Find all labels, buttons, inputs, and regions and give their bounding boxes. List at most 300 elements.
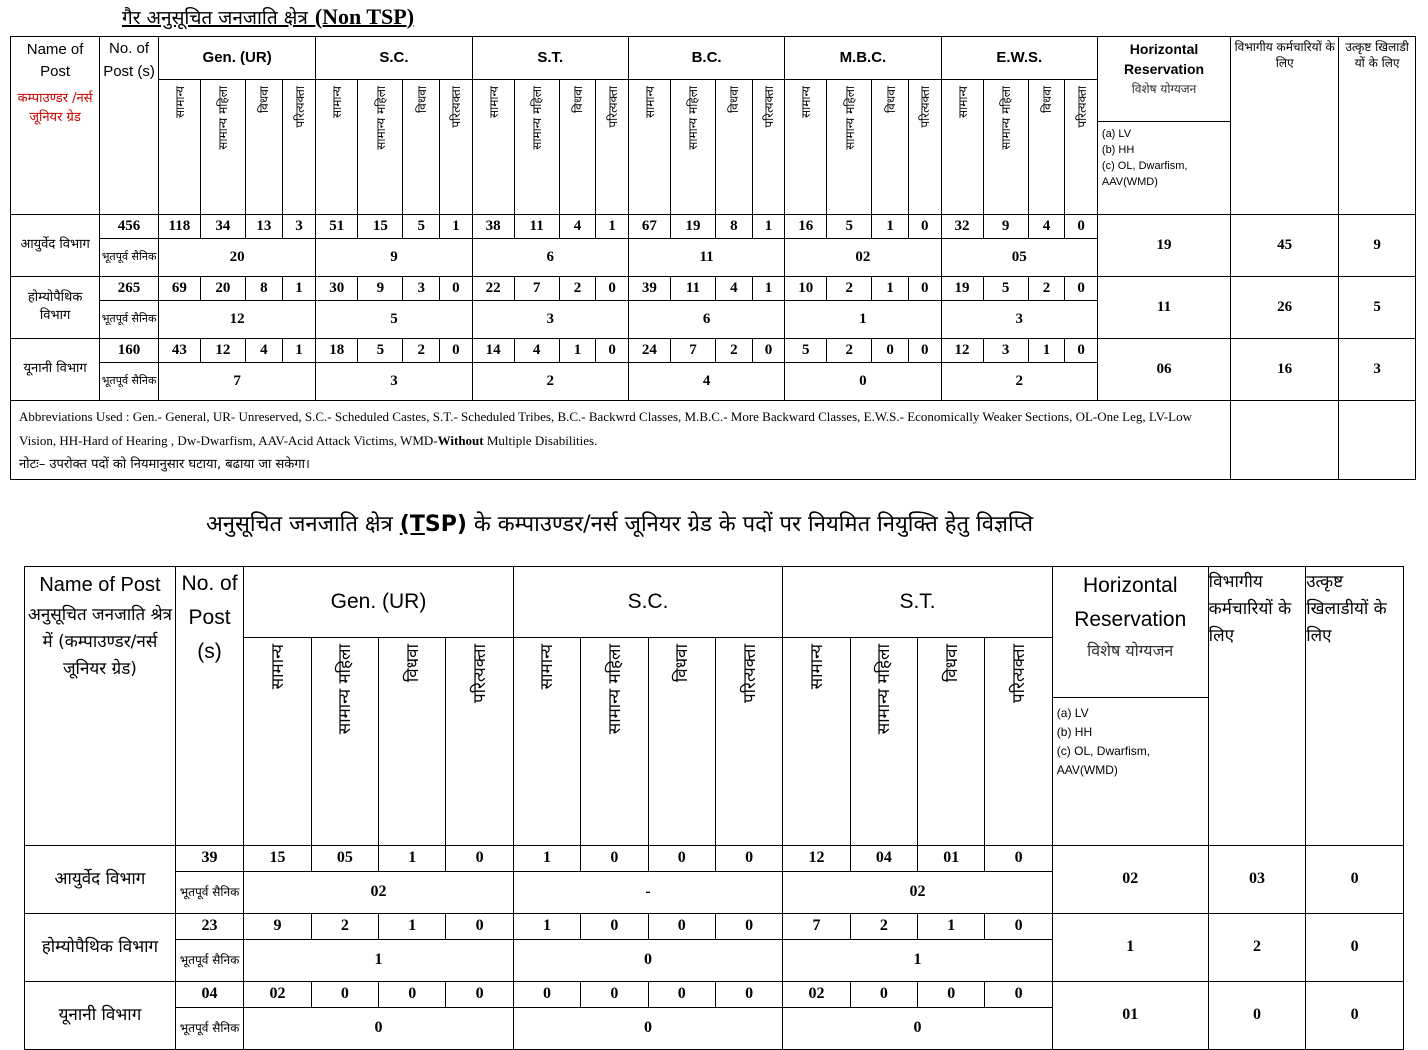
category-count: 0 (909, 214, 942, 238)
department-name: यूनानी विभाग (25, 981, 176, 1049)
category-count: 01 (918, 845, 985, 871)
subcategory-header (581, 637, 648, 845)
subcategory-label: परित्यक्ता (761, 85, 776, 128)
subcategory-label: परित्यक्ता (739, 643, 760, 703)
table2-title-tsp (400, 512, 467, 537)
subcategory-header (311, 637, 378, 845)
ex-servicemen-label: भूतपूर्व सैनिक (175, 939, 243, 981)
category-count: 20 (200, 276, 245, 300)
header-departmental-staff: विभागीय कर्मचारियों के लिए (1231, 37, 1339, 215)
group-header: Gen. (UR) (158, 37, 315, 80)
subcategory-label: परित्यक्ता (1009, 643, 1030, 703)
group-header: S.C. (513, 567, 783, 638)
subcategory-header (514, 79, 559, 214)
category-count: 0 (909, 338, 942, 362)
category-count: 0 (872, 338, 909, 362)
departmental-staff-count: 45 (1231, 214, 1339, 276)
subcategory-header (245, 79, 282, 214)
category-count: 0 (440, 276, 473, 300)
ex-servicemen-count: 9 (316, 238, 472, 276)
header-horizontal-reservation: Horizontal Reservation (1052, 567, 1208, 638)
header-row-groups (11, 37, 1416, 80)
subcategory-label: परित्यक्ता (918, 85, 933, 128)
header-special-disabled: विशेष योग्यजन (1052, 637, 1208, 697)
subcategory-header (358, 79, 403, 214)
table2-title-prefix: अनुसूचित जनजाति क्षेत्र (206, 512, 400, 537)
subcategory-header (446, 637, 513, 845)
subcategory-label: सामान्य महिला (373, 85, 388, 150)
abbreviations-row (11, 400, 1416, 479)
subcategory-label: सामान्य महिला (335, 643, 356, 734)
category-count: 0 (648, 981, 715, 1007)
category-count: 0 (513, 981, 580, 1007)
subcategory-header (850, 637, 917, 845)
category-count: 5 (785, 338, 827, 362)
subcategory-label: सामान्य महिला (842, 85, 857, 150)
header-sportspersons: उत्कृष्ट खिलाडीयों के लिए (1306, 567, 1404, 846)
subcategory-label: परित्यक्ता (292, 85, 307, 128)
subcategory-label: सामान्य (955, 85, 970, 118)
category-count: 2 (827, 276, 872, 300)
subcategory-header (918, 637, 985, 845)
category-count: 2 (403, 338, 440, 362)
category-count: 11 (514, 214, 559, 238)
category-count: 5 (827, 214, 872, 238)
ex-servicemen-count: 02 (785, 238, 941, 276)
subcategory-header (200, 79, 245, 214)
category-count: 19 (670, 214, 715, 238)
category-count: 02 (783, 981, 850, 1007)
subcategory-label: विधवा (883, 85, 898, 113)
department-name: होम्योपैथिक विभाग (25, 913, 176, 981)
header-special-disabled: विशेष योग्यजन (1097, 79, 1230, 121)
category-count: 18 (316, 338, 358, 362)
table-row (25, 845, 1404, 871)
subcategory-header (716, 79, 753, 214)
header-sportspersons: उत्कृष्ट खिलाडी यों के लिए (1339, 37, 1416, 215)
ex-servicemen-count: 2 (941, 362, 1097, 400)
category-count: 15 (358, 214, 403, 238)
group-header: S.T. (472, 37, 628, 80)
department-name: आयुर्वेद विभाग (11, 214, 100, 276)
ex-servicemen-count: 20 (158, 238, 315, 276)
header-name-label: Name of Post (26, 41, 84, 80)
horizontal-reservation-count: 19 (1097, 214, 1230, 276)
department-name: आयुर्वेद विभाग (25, 845, 176, 913)
ex-servicemen-count: 3 (941, 300, 1097, 338)
category-count: 12 (941, 338, 983, 362)
header-departmental-staff: विभागीय कर्मचारियों के लिए (1208, 567, 1306, 846)
departmental-staff-count: 16 (1231, 338, 1339, 400)
subcategory-header (559, 79, 596, 214)
departmental-staff-count: 0 (1208, 981, 1306, 1049)
subcategory-header (872, 79, 909, 214)
category-count: 0 (648, 913, 715, 939)
category-count: 0 (581, 913, 648, 939)
subcategory-label: विधवा (727, 85, 742, 113)
category-count: 0 (446, 913, 513, 939)
horizontal-reservation-item: (c) OL, Dwarfism, (1101, 159, 1188, 172)
subcategory-header (282, 79, 316, 214)
subcategory-header (715, 637, 782, 845)
category-count: 11 (670, 276, 715, 300)
category-count: 15 (244, 845, 311, 871)
ex-servicemen-label: भूतपूर्व सैनिक (175, 871, 243, 913)
header-name-of-post (25, 567, 176, 846)
ex-servicemen-count: 4 (628, 362, 784, 400)
departmental-staff-count: 26 (1231, 276, 1339, 338)
header-name-sub-label: कम्पाउण्डर /नर्स जूनियर ग्रेड (17, 91, 93, 125)
category-count: 7 (514, 276, 559, 300)
category-count: 67 (628, 214, 670, 238)
group-header: B.C. (628, 37, 784, 80)
ex-servicemen-count: 11 (628, 238, 784, 276)
category-count: 1 (918, 913, 985, 939)
subcategory-header (752, 79, 785, 214)
category-count: 4 (245, 338, 282, 362)
category-count: 69 (158, 276, 200, 300)
subcategory-label: सामान्य (537, 643, 558, 689)
subcategory-label: सामान्य (642, 85, 657, 118)
category-count: 9 (244, 913, 311, 939)
header-name-label: Name of Post (39, 574, 161, 596)
header-row-groups (25, 567, 1404, 638)
ex-servicemen-count: 3 (472, 300, 628, 338)
subcategory-header (1028, 79, 1065, 214)
abbreviations-prefix: Abbreviations Used : Gen.- General, UR- Unreserved, S.C.- Scheduled Castes, S.T.- Scheduled Tribes, B.C.- Backwrd Classes, M.B.C.- More Backward Classes, E.W.S.- Economically Weaker Sections, OL-One Leg, LV-Low Vision, HH-Hard of Hearing , Dw-Dwarfism, AAV-Acid Attack Victims, WMD- (19, 408, 1192, 448)
table2-title-suffix: के कम्पाउण्डर/नर्स जूनियर ग्रेड के पदों पर नियमित नियुक्ति हेतु विज्ञप्ति (466, 512, 1034, 537)
category-count: 2 (559, 276, 596, 300)
category-count: 0 (715, 913, 782, 939)
category-count: 1 (596, 214, 629, 238)
category-count: 118 (158, 214, 200, 238)
category-count: 1 (513, 845, 580, 871)
category-count: 0 (581, 981, 648, 1007)
table-row (11, 338, 1416, 362)
category-count: 0 (440, 338, 473, 362)
abbreviations-text (19, 405, 1224, 453)
horizontal-reservation-list (1052, 697, 1208, 845)
department-name: यूनानी विभाग (11, 338, 100, 400)
non-tsp-table (10, 36, 1416, 480)
horizontal-reservation-count: 01 (1052, 981, 1208, 1049)
header-name-sub-label: अनुसूचित जनजाति श्रेत्र में (कम्पाउण्डर/नर्स जूनियर ग्रेड) (27, 605, 173, 679)
departmental-staff-count: 03 (1208, 845, 1306, 913)
subcategory-header (783, 637, 850, 845)
subcategory-header (472, 79, 514, 214)
category-count: 2 (850, 913, 917, 939)
category-count: 4 (716, 276, 753, 300)
category-count: 0 (985, 981, 1052, 1007)
category-count: 8 (716, 214, 753, 238)
subcategory-header (379, 637, 446, 845)
subcategory-label: परित्यक्ता (470, 643, 491, 703)
ex-servicemen-count: 02 (244, 871, 514, 913)
subcategory-label: सामान्य महिला (530, 85, 545, 150)
ex-servicemen-count: 02 (783, 871, 1053, 913)
sportspersons-count: 9 (1339, 214, 1416, 276)
category-count: 1 (752, 214, 785, 238)
ex-servicemen-count: 0 (785, 362, 941, 400)
category-count: 0 (596, 338, 629, 362)
subcategory-label: विधवा (402, 643, 423, 682)
abbreviations (11, 400, 1231, 479)
category-count: 1 (379, 845, 446, 871)
horizontal-reservation-item: (a) LV (1056, 705, 1089, 720)
total-posts: 265 (100, 276, 159, 300)
category-count: 5 (403, 214, 440, 238)
horizontal-reservation-count: 11 (1097, 276, 1230, 338)
subcategory-label: सामान्य (267, 643, 288, 689)
subcategory-label: सामान्य महिला (686, 85, 701, 150)
category-count: 0 (985, 845, 1052, 871)
category-count: 1 (513, 913, 580, 939)
category-count: 12 (783, 845, 850, 871)
subcategory-header (1065, 79, 1098, 214)
category-count: 32 (941, 214, 983, 238)
category-count: 51 (316, 214, 358, 238)
subcategory-label: विधवा (571, 85, 586, 113)
note-text: नोटः– उपरोक्त पदों को नियमानुसार घटाया, बढाया जा सकेगा। (19, 456, 310, 472)
category-count: 39 (628, 276, 670, 300)
subcategory-label: सामान्य (330, 85, 345, 118)
table-row (25, 981, 1404, 1007)
subcategory-header (628, 79, 670, 214)
category-count: 0 (752, 338, 785, 362)
ex-servicemen-label: भूतपूर्व सैनिक (175, 1007, 243, 1049)
category-count: 4 (559, 214, 596, 238)
header-no-of-posts-label: No. of Post (s) (181, 572, 238, 663)
subcategory-label: सामान्य (799, 85, 814, 118)
category-count: 02 (244, 981, 311, 1007)
category-count: 3 (403, 276, 440, 300)
category-count: 05 (311, 845, 378, 871)
abbreviations-suffix: Multiple Disabilities. (483, 432, 598, 448)
subcategory-header (440, 79, 473, 214)
sportspersons-count: 0 (1306, 981, 1404, 1049)
ex-servicemen-count: 1 (785, 300, 941, 338)
category-count: 0 (850, 981, 917, 1007)
category-count: 22 (472, 276, 514, 300)
total-posts: 160 (100, 338, 159, 362)
department-name: होम्योपैथिक विभाग (11, 276, 100, 338)
total-posts: 23 (175, 913, 243, 939)
category-count: 1 (752, 276, 785, 300)
subcategory-label: सामान्य महिला (999, 85, 1014, 150)
category-count: 8 (245, 276, 282, 300)
category-count: 0 (1065, 276, 1098, 300)
category-count: 0 (1065, 338, 1098, 362)
category-count: 04 (850, 845, 917, 871)
category-count: 0 (581, 845, 648, 871)
subcategory-header (316, 79, 358, 214)
group-header: S.T. (783, 567, 1053, 638)
table2-title-tsp-rest: SP) (424, 512, 467, 537)
category-count: 4 (1028, 214, 1065, 238)
subcategory-header (648, 637, 715, 845)
subcategory-label: परित्यक्ता (605, 85, 620, 128)
category-count: 34 (200, 214, 245, 238)
category-count: 7 (783, 913, 850, 939)
category-count: 0 (918, 981, 985, 1007)
subcategory-header (158, 79, 200, 214)
category-count: 43 (158, 338, 200, 362)
subcategory-label: सामान्य (486, 85, 501, 118)
category-count: 0 (715, 981, 782, 1007)
horizontal-reservation-count: 06 (1097, 338, 1230, 400)
horizontal-reservation-item: AAV(WMD) (1101, 175, 1158, 188)
horizontal-reservation-count: 02 (1052, 845, 1208, 913)
ex-servicemen-count: 1 (244, 939, 514, 981)
header-no-of-posts-label: No. of Post (s) (103, 40, 155, 80)
category-count: 5 (358, 338, 403, 362)
category-count: 30 (316, 276, 358, 300)
table1-title-hindi: गैर अनुसूचित जनजाति क्षेत्र (122, 7, 308, 29)
category-count: 3 (983, 338, 1028, 362)
ex-servicemen-count: 7 (158, 362, 315, 400)
category-count: 2 (1028, 276, 1065, 300)
ex-servicemen-label: भूतपूर्व सैनिक (100, 300, 159, 338)
sportspersons-count: 0 (1306, 845, 1404, 913)
ex-servicemen-count: 05 (941, 238, 1097, 276)
category-count: 0 (446, 981, 513, 1007)
ex-servicemen-count: 0 (244, 1007, 514, 1049)
ex-servicemen-count: 12 (158, 300, 315, 338)
subcategory-header (785, 79, 827, 214)
category-count: 14 (472, 338, 514, 362)
sportspersons-count: 5 (1339, 276, 1416, 338)
category-count: 0 (985, 913, 1052, 939)
ex-servicemen-count: 3 (316, 362, 472, 400)
group-header: M.B.C. (785, 37, 941, 80)
category-count: 9 (358, 276, 403, 300)
subcategory-label: विधवा (414, 85, 429, 113)
subcategory-label: परित्यक्ता (449, 85, 464, 128)
category-count: 1 (872, 214, 909, 238)
subcategory-header (985, 637, 1052, 845)
category-count: 1 (559, 338, 596, 362)
ex-servicemen-count: 0 (513, 1007, 783, 1049)
category-count: 2 (827, 338, 872, 362)
group-header: E.W.S. (941, 37, 1097, 80)
category-count: 19 (941, 276, 983, 300)
abbreviations-bold: Without (437, 432, 484, 448)
horizontal-reservation-item: (b) HH (1056, 724, 1093, 739)
subcategory-label: विधवा (941, 643, 962, 682)
table-row (25, 913, 1404, 939)
category-count: 9 (983, 214, 1028, 238)
subcategory-label: सामान्य महिला (216, 85, 231, 150)
category-count: 1 (282, 276, 316, 300)
total-posts: 456 (100, 214, 159, 238)
category-count: 1 (282, 338, 316, 362)
subcategory-header (941, 79, 983, 214)
category-count: 1 (1028, 338, 1065, 362)
category-count: 24 (628, 338, 670, 362)
category-count: 10 (785, 276, 827, 300)
table2-title (206, 508, 1033, 538)
category-count: 5 (983, 276, 1028, 300)
ex-servicemen-label: भूतपूर्व सैनिक (100, 238, 159, 276)
subcategory-header (403, 79, 440, 214)
subcategory-label: विधवा (1040, 85, 1054, 113)
horizontal-reservation-count: 1 (1052, 913, 1208, 981)
table1-title-english: (Non TSP) (314, 4, 415, 29)
header-name-of-post (11, 37, 100, 215)
category-count: 16 (785, 214, 827, 238)
abbreviations-empty-cell (1231, 400, 1339, 479)
category-count: 12 (200, 338, 245, 362)
table-row (11, 214, 1416, 238)
total-posts: 04 (175, 981, 243, 1007)
ex-servicemen-label: भूतपूर्व सैनिक (100, 362, 159, 400)
subcategory-label: परित्यक्ता (1074, 85, 1089, 128)
header-row-subcategories (11, 79, 1416, 121)
ex-servicemen-count: 2 (472, 362, 628, 400)
abbreviations-empty-cell (1339, 400, 1416, 479)
category-count: 1 (379, 913, 446, 939)
sportspersons-count: 0 (1306, 913, 1404, 981)
group-header: S.C. (316, 37, 472, 80)
ex-servicemen-count: 0 (513, 939, 783, 981)
subcategory-header (983, 79, 1028, 214)
table-row (11, 276, 1416, 300)
subcategory-label: विधवा (672, 643, 693, 682)
horizontal-reservation-item: (c) OL, Dwarfism, (1056, 743, 1151, 758)
subcategory-label: सामान्य (172, 85, 187, 118)
ex-servicemen-count: 1 (783, 939, 1053, 981)
header-no-of-posts (100, 37, 159, 215)
departmental-staff-count: 2 (1208, 913, 1306, 981)
category-count: 0 (446, 845, 513, 871)
subcategory-label: सामान्य महिला (604, 643, 625, 734)
category-count: 2 (716, 338, 753, 362)
subcategory-header (513, 637, 580, 845)
subcategory-header (670, 79, 715, 214)
category-count: 4 (514, 338, 559, 362)
header-horizontal-reservation: Horizontal Reservation (1097, 37, 1230, 80)
subcategory-header (244, 637, 311, 845)
category-count: 3 (282, 214, 316, 238)
category-count: 0 (909, 276, 942, 300)
tsp-table (24, 566, 1404, 1050)
category-count: 7 (670, 338, 715, 362)
category-count: 0 (379, 981, 446, 1007)
ex-servicemen-count: 5 (316, 300, 472, 338)
ex-servicemen-count: - (513, 871, 783, 913)
subcategory-label: सामान्य महिला (874, 643, 895, 734)
header-no-of-posts (175, 567, 243, 846)
category-count: 1 (872, 276, 909, 300)
subcategory-header (827, 79, 872, 214)
sportspersons-count: 3 (1339, 338, 1416, 400)
ex-servicemen-count: 6 (628, 300, 784, 338)
table1-title (122, 4, 414, 30)
category-count: 13 (245, 214, 282, 238)
category-count: 2 (311, 913, 378, 939)
category-count: 0 (1065, 214, 1098, 238)
subcategory-label: विधवा (257, 85, 272, 113)
category-count: 38 (472, 214, 514, 238)
ex-servicemen-count: 6 (472, 238, 628, 276)
horizontal-reservation-item: (b) HH (1101, 143, 1135, 156)
horizontal-reservation-item: (a) LV (1101, 127, 1132, 140)
category-count: 0 (648, 845, 715, 871)
table2-title-tsp-underlined: (T (399, 512, 425, 537)
category-count: 0 (596, 276, 629, 300)
category-count: 0 (311, 981, 378, 1007)
category-count: 0 (715, 845, 782, 871)
